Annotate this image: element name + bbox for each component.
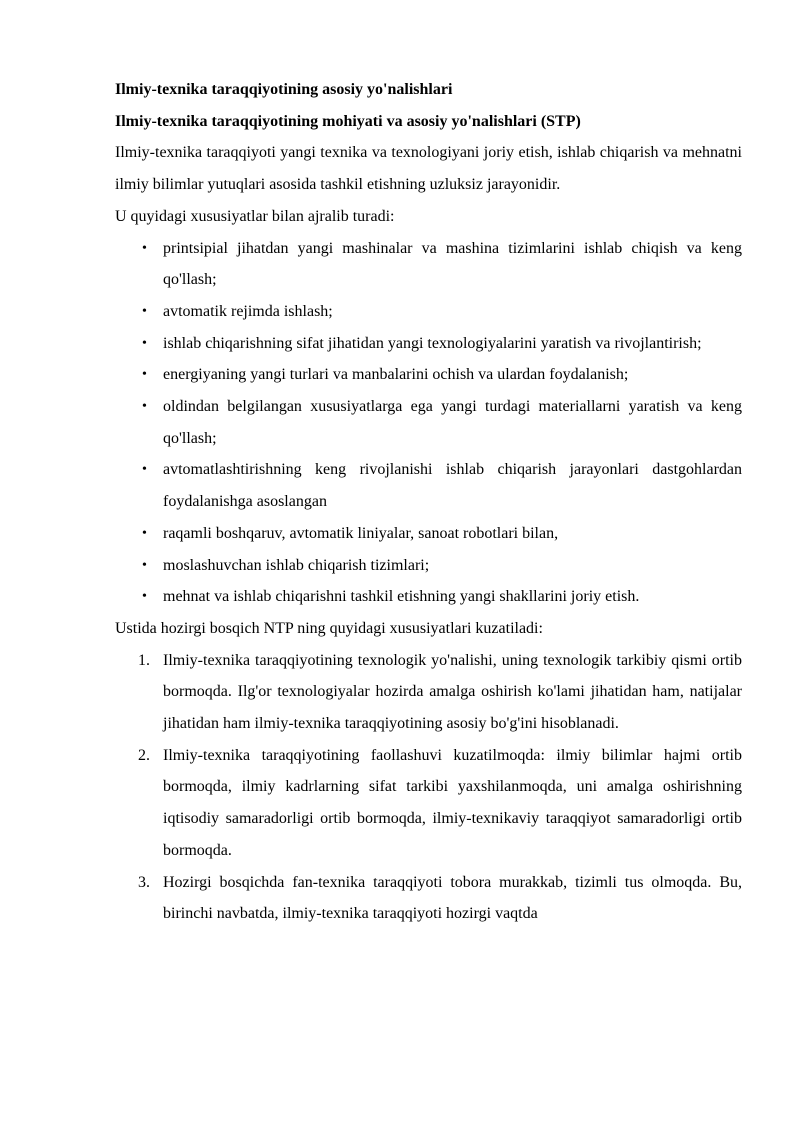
list-item (142, 550, 742, 582)
numbered-item (138, 740, 742, 867)
list-item-text: energiyaning yangi turlari va manbalarini ochish va ulardan foydalanish; (163, 366, 629, 384)
bullet-icon: • (142, 399, 147, 415)
list-item-text: mehnat va ishlab chiqarishni tashkil etishning yangi shakllarini joriy etish. (163, 588, 640, 606)
list-item-text: oldindan belgilangan xususiyatlarga ega yangi turdagi materiallarni yaratish va keng qo'llash; (163, 398, 742, 447)
list-item (142, 296, 742, 328)
features-lead-paragraph: U quyidagi xususiyatlar bilan ajralib turadi: (115, 207, 395, 225)
list-item (142, 454, 742, 517)
list-item-text: printsipial jihatdan yangi mashinalar va mashina tizimlarini ishlab chiqish va keng qo'llash; (163, 239, 742, 289)
bullet-icon: • (142, 335, 147, 351)
item-number: 1. (138, 651, 150, 669)
bullet-icon: • (142, 240, 147, 256)
numbered-item-text: Ilmiy-texnika taraqqiyotining faollashuvi kuzatilmoqda: ilmiy bilimlar hajmi ortib bormoqda, ilmiy kadrlarning sifat tarkibi yaxshilanmoqda, uni amalga oshirishning iqtisodiy samaradorligi ortib bormoqda, ilmiy-texnikaviy taraqqiyot samaradorligi ortib bormoqda. (163, 746, 742, 859)
item-number: 3. (138, 873, 150, 891)
list-item (142, 518, 742, 550)
bullet-icon: • (142, 557, 147, 573)
list-item-text: avtomatlashtirishning keng rivojlanishi ishlab chiqarish jarayonlari dastgohlardan foydalanishga asoslangan (163, 461, 742, 511)
list-item-text: moslashuvchan ishlab chiqarish tizimlari; (163, 556, 430, 574)
list-item-text: ishlab chiqarishning sifat jihatidan yangi texnologiyalarini yaratish va rivojlantirish; (163, 334, 702, 352)
document-page (115, 74, 742, 930)
item-number: 2. (138, 746, 150, 764)
bullet-icon: • (142, 589, 147, 605)
bullet-icon: • (142, 367, 147, 383)
list-item (142, 233, 742, 296)
list-item (142, 391, 742, 454)
document-title: Ilmiy-texnika taraqqiyotining asosiy yo'nalishlari (115, 81, 453, 98)
numbered-item-text: Hozirgi bosqichda fan-texnika taraqqiyoti tobora murakkab, tizimli tus olmoqda. Bu, birinchi navbatda, ilmiy-texnika taraqqiyoti hozirgi vaqtda (163, 873, 742, 923)
features-list (115, 233, 742, 613)
section-heading: Ilmiy-texnika taraqqiyotining mohiyati va asosiy yo'nalishlari (STP) (115, 112, 581, 130)
stage-features-list (115, 645, 742, 930)
bullet-icon: • (142, 303, 147, 319)
list-item (142, 359, 742, 391)
numbered-item (138, 867, 742, 930)
intro-paragraph: Ilmiy-texnika taraqqiyoti yangi texnika va texnologiyani joriy etish, ishlab chiqarish va mehnatni ilmiy bilimlar yutuqlari asosida tashkil etishning uzluksiz jarayonidir. (115, 144, 742, 194)
list-item (142, 581, 742, 613)
bullet-icon: • (142, 462, 147, 478)
bullet-icon: • (142, 525, 147, 541)
stage-lead-paragraph: Ustida hozirgi bosqich NTP ning quyidagi xususiyatlari kuzatiladi: (115, 619, 543, 637)
list-item (142, 328, 742, 360)
list-item-text: avtomatik rejimda ishlash; (163, 302, 333, 320)
numbered-item-text: Ilmiy-texnika taraqqiyotining texnologik yo'nalishi, uning texnologik tarkibiy qismi ortib bormoqda. Ilg'or texnologiyalar hozirda amalga oshirish ko'lami jihatidan ham, natijalar jihatidan ham ilmiy-texnika taraqqiyotining asosiy bo'g'ini hisoblanadi. (163, 651, 742, 733)
list-item-text: raqamli boshqaruv, avtomatik liniyalar, sanoat robotlari bilan, (163, 524, 559, 542)
numbered-item (138, 645, 742, 740)
